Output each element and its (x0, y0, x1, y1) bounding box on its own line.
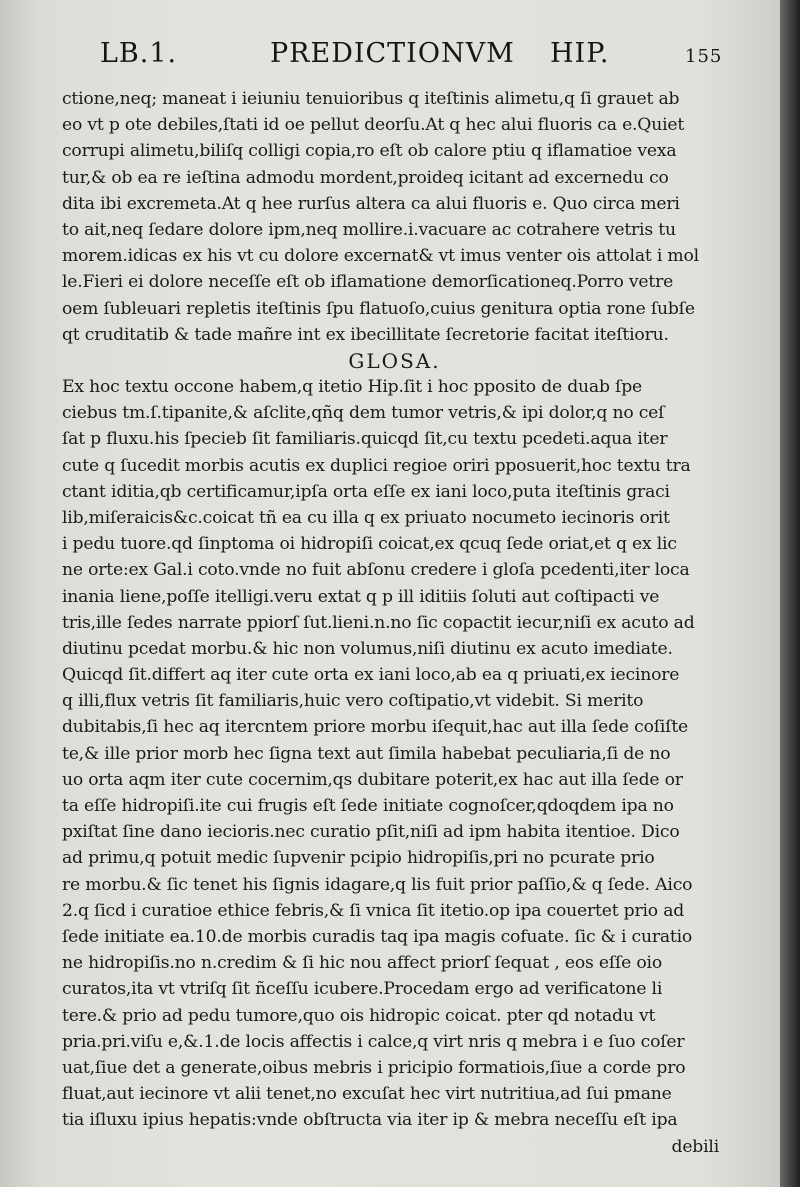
text-line: ctant iditia,qb certificamur,ipſa orta eſſe ex iani loco,puta iteſtinis graci (62, 481, 670, 502)
text-line: inania liene,poſſe itelligi.veru extat q p ill iditiis ſoluti aut coſtipacti ve (62, 586, 660, 607)
catchword: debili (671, 1137, 719, 1157)
text-line: uo orta aqm iter cute cocernim,qs dubitare poterit,ex hac aut illa ſede or (62, 769, 683, 790)
running-header (70, 38, 760, 74)
text-line: ne hidropiſis.no n.credim & ſi hic nou affect priorſ ſequat , eos eſſe oio (62, 953, 662, 974)
text-line: pria.pri.viſu e,&.1.de locis affectis i calce,q virt nris q mebra i e ſuo coſer (62, 1031, 685, 1052)
text-line: i pedu tuore.qd ſinptoma oi hidropiſi coicat,ex qcuq ſede oriat,et q ex lic (62, 534, 677, 555)
text-line: uat,ſiue det a generate,oibus mebris i pricipio formatiois,ſiue a corde pro (62, 1057, 686, 1078)
text-line: to ait,neq ſedare dolore ipm,neq mollire.i.vacuare ac cotrahere vetris tu (62, 219, 676, 240)
header-book-label: LB.1. (100, 38, 178, 69)
text-line: re morbu.& ſic tenet his ſignis idagare,q lis fuit prior paſſio,& q ſede. Aico (62, 874, 693, 895)
text-line: tere.& prio ad pedu tumore,quo ois hidropic coicat. pter qd notadu vt (62, 1005, 656, 1026)
header-title: PREDICTIONVM (270, 38, 515, 69)
glosa-heading-block (62, 348, 727, 374)
text-line: morem.idicas ex his vt cu dolore excernat& vt imus venter ois attolat i mol (62, 246, 699, 267)
text-line: q illi,flux vetris ſit familiaris,huic vero coſtipatio,vt videbit. Si merito (62, 691, 644, 712)
text-line: tia iſluxu ipius hepatis:vnde obſtructa via iter ip & mebra neceſſu eſt ipa (62, 1110, 678, 1131)
header-author: HIP. (550, 38, 610, 69)
text-line: qt cruditatib & tade mañre int ex ibecillitate ſecretorie facitat iteſtioru. (62, 324, 669, 345)
text-line: lib,miſeraicis&c.coicat tñ ea cu illa q ex priuato nocumeto iecinoris orit (62, 507, 670, 528)
text-line: diutinu pcedat morbu.& hic non volumus,niſi diutinu ex acuto imediate. (62, 638, 673, 659)
text-line: fluat,aut iecinore vt alii tenet,no excuſat hec virt nutritiua,ad ſui pmane (62, 1084, 672, 1105)
text-line: tur,& ob ea re ieſtina admodu mordent,proideq icitant ad excernedu co (62, 167, 669, 188)
text-line: te,& ille prior morb hec ſigna text aut ſimila habebat peculiaria,ſi de no (62, 743, 671, 764)
text-line: ta eſſe hidropiſi.ite cui frugis eſt ſede initiate cognoſcer,qdoqdem ipa no (62, 796, 674, 816)
text-line: tris,ille ſedes narrate ppiorſ ſut.lieni.n.no ſic copactit iecur,niſi ex acuto ad (62, 612, 695, 633)
page-number: 155 (685, 46, 723, 67)
text-line: corrupi alimetu,biliſq colligi copia,ro eſt ob calore ptiu q iflamatioe vexa (62, 141, 677, 162)
text-line: ctione,neq; maneat i ieiuniu tenuioribus q iteſtinis alimetu,q ſi grauet ab (62, 89, 680, 109)
text-line: 2.q ſicd i curatioe ethice febris,& ſi vnica ſit itetio.op ipa couertet prio ad (62, 900, 685, 921)
text-line: ciebus tm.ſ.tipanite,& aſclite,qñq dem tumor vetris,& ipi dolor,q no ceſ (62, 403, 665, 424)
text-line: dubitabis,ſi hec aq itercntem priore morbu iſequit,hac aut illa ſede coſiſte (62, 717, 689, 738)
glosa-text-block (62, 374, 727, 1133)
upper-text-block (62, 86, 727, 348)
text-line: Ex hoc textu occone habem,q itetio Hip.ſit i hoc pposito de duab ſpe (62, 377, 642, 397)
text-line: ad primu,q potuit medic ſupvenir pcipio hidropiſis,pri no pcurate prio (62, 848, 655, 869)
text-line: pxiſtat ſine dano iecioris.nec curatio pſit,niſi ad ipm habita itentioe. Dico (62, 822, 680, 843)
text-line: ſat p fluxu.his ſpecieb ſit familiaris.quicqd ſit,cu textu pcedeti.aqua iter (62, 429, 668, 450)
text-line: cute q ſucedit morbis acutis ex duplici regioe oriri pposuerit,hoc textu tra (62, 455, 691, 476)
text-line: eo vt p ote debiles,ſtati id oe pellut deorſu.At q hec alui fluoris ca e.Quiet (62, 115, 685, 136)
text-line: Quicqd ſit.differt aq iter cute orta ex iani loco,ab ea q priuati,ex iecinore (62, 665, 680, 686)
text-line: curatos,ita vt vtriſq ſit ñceſſu icubere.Procedam ergo ad verificatone li (62, 979, 663, 1000)
text-line: ſede initiate ea.10.de morbis curadis taq ipa magis cofuate. ſic & i curatio (62, 926, 693, 947)
text-line: dita ibi excremeta.At q hee rurſus altera ca alui fluoris e. Quo circa meri (62, 193, 680, 214)
glosa-heading: GLOSA. (348, 349, 441, 373)
text-line: ne orte:ex Gal.i coto.vnde no fuit abſonu credere i gloſa pcedenti,iter loca (62, 560, 690, 581)
text-line: le.Fieri ei dolore neceſſe eſt ob iflamatione demorſicationeq.Porro vetre (62, 272, 674, 293)
text-line: oem ſubleuari repletis iteſtinis ſpu flatuoſo,cuius genitura optia rone ſubſe (62, 298, 695, 319)
book-edge-shadow (780, 0, 800, 1187)
catchword-block (62, 1134, 727, 1160)
